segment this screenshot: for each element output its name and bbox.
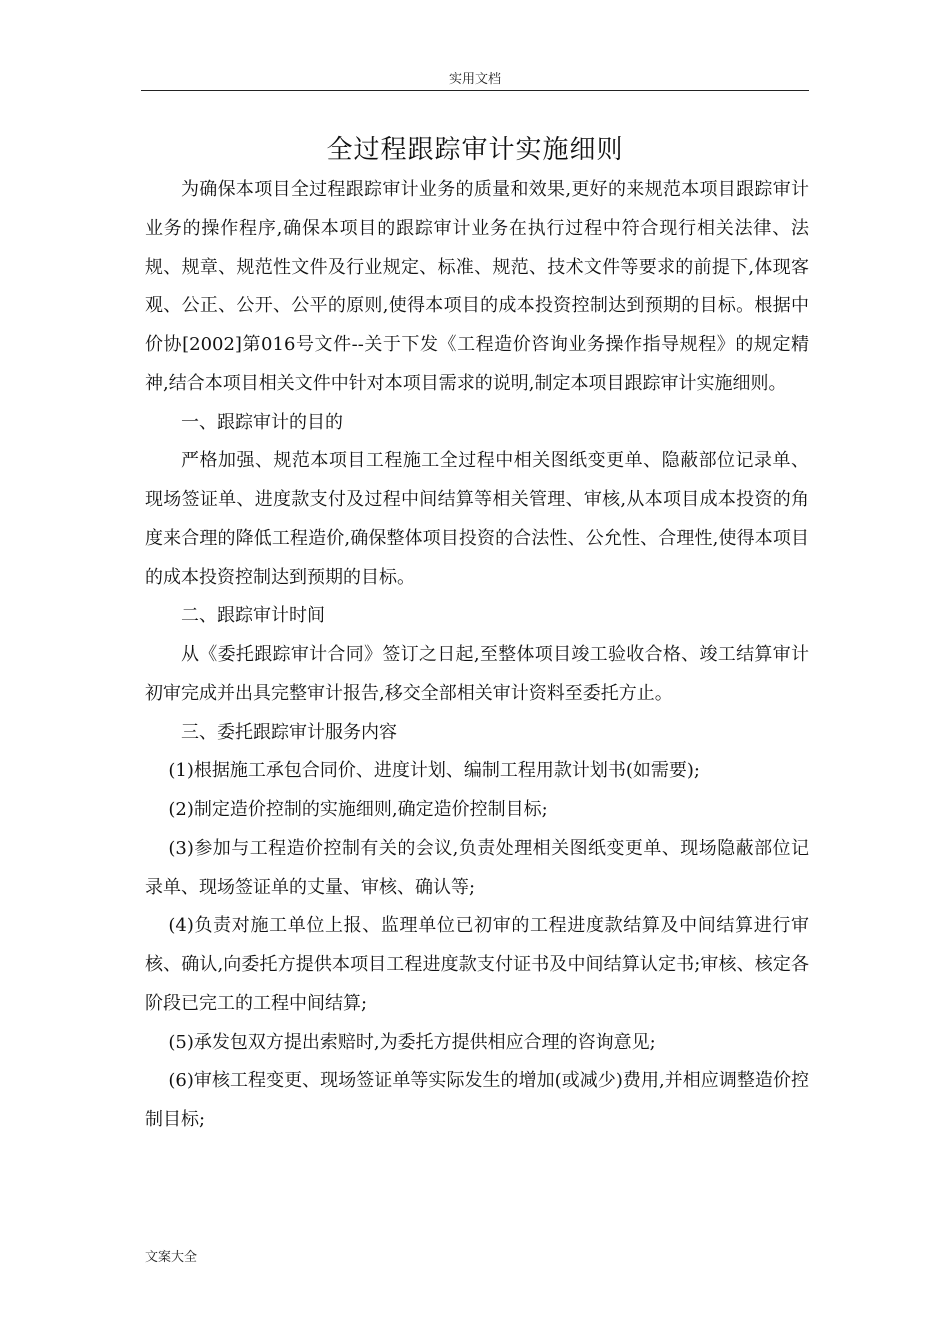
section-heading-scope: 三、委托跟踪审计服务内容 bbox=[181, 721, 397, 743]
document-body bbox=[145, 171, 809, 1140]
time-paragraph: 从《委托跟踪审计合同》签订之日起,至整体项目竣工验收合格、竣工结算审计初审完成并出具完整审计报告,移交全部相关审计资料至委托方止。 bbox=[145, 644, 809, 704]
page-header: 实用文档 bbox=[141, 70, 809, 91]
scope-item-3: (3)参加与工程造价控制有关的会议,负责处理相关图纸变更单、现场隐蔽部位记录单、现场签证单的丈量、审核、确认等; bbox=[145, 837, 809, 898]
scope-item-6: (6)审核工程变更、现场签证单等实际发生的增加(或减少)费用,并相应调整造价控制目标; bbox=[145, 1070, 809, 1130]
intro-paragraph: 为确保本项目全过程跟踪审计业务的质量和效果,更好的来规范本项目跟踪审计业务的操作程序,确保本项目的跟踪审计业务在执行过程中符合现行相关法律、法规、规章、规范性文件及行业规定、标准、规范、技术文件等要求的前提下,体现客观、公正、公开、公平的原则,使得本项目的成本投资控制达到预期的目标。根据中价协[2002]第016号文件--关于下发《工程造价咨询业务操作指导规程》的规定精神,结合本项目相关文件中针对本项目需求的说明,制定本项目跟踪审计实施细则。 bbox=[145, 179, 809, 394]
section-heading-purpose: 一、跟踪审计的目的 bbox=[181, 411, 343, 433]
purpose-paragraph: 严格加强、规范本项目工程施工全过程中相关图纸变更单、隐蔽部位记录单、现场签证单、进度款支付及过程中间结算等相关管理、审核,从本项目成本投资的角度来合理的降低工程造价,确保整体项目投资的合法性、公允性、合理性,使得本项目的成本投资控制达到预期的目标。 bbox=[145, 450, 809, 588]
section-heading-time: 二、跟踪审计时间 bbox=[181, 605, 325, 627]
document-title: 全过程跟踪审计实施细则 bbox=[326, 135, 624, 166]
scope-item-1: (1)根据施工承包合同价、进度计划、编制工程用款计划书(如需要); bbox=[168, 760, 700, 782]
scope-item-4: (4)负责对施工单位上报、监理单位已初审的工程进度款结算及中间结算进行审核、确认,向委托方提供本项目工程进度款支付证书及中间结算认定书;审核、核定各阶段已完工的工程中间结算; bbox=[145, 915, 809, 1014]
scope-item-5: (5)承发包双方提出索赔时,为委托方提供相应合理的咨询意见; bbox=[168, 1031, 656, 1053]
scope-item-2: (2)制定造价控制的实施细则,确定造价控制目标; bbox=[168, 799, 548, 820]
page-footer: 文案大全 bbox=[145, 1250, 198, 1265]
